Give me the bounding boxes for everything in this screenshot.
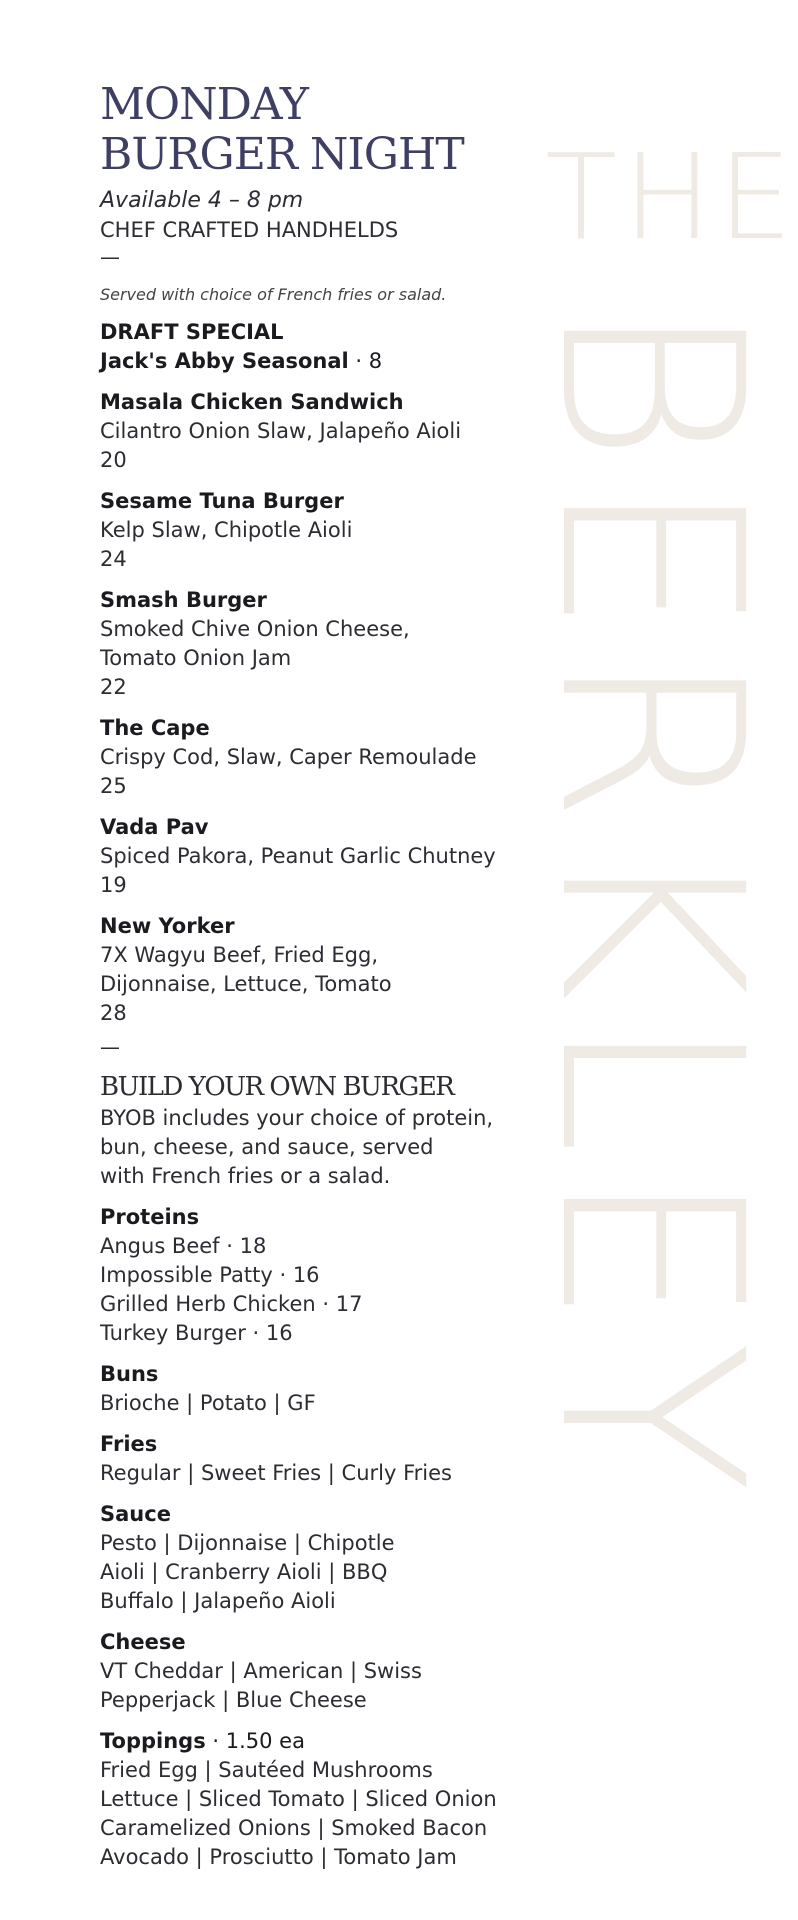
- byob-title: BUILD YOUR OWN BURGER: [100, 1072, 454, 1102]
- menu-item: [100, 586, 540, 702]
- title-line-1: MONDAY: [100, 79, 308, 130]
- menu-content: [100, 80, 540, 1872]
- option-group-title: [100, 1628, 540, 1657]
- menu-item-price: 25: [100, 774, 127, 798]
- title-line-2: BURGER NIGHT: [100, 129, 464, 180]
- draft-special: [100, 318, 540, 376]
- option-line: VT Cheddar | American | Swiss: [100, 1659, 422, 1683]
- menu-item: [100, 487, 540, 574]
- subtitle: CHEF CRAFTED HANDHELDS: [100, 218, 399, 242]
- option-line: Buffalo | Jalapeño Aioli: [100, 1589, 336, 1613]
- option-group-title: [100, 1360, 540, 1389]
- option-line: Lettuce | Sliced Tomato | Sliced Onion: [100, 1787, 497, 1811]
- menu-item-name: New Yorker: [100, 914, 235, 938]
- menu-item-price: 28: [100, 1001, 127, 1025]
- option-group-suffix: · 1.50 ea: [205, 1729, 305, 1753]
- option-line: Caramelized Onions | Smoked Bacon: [100, 1816, 488, 1840]
- option-line: Brioche | Potato | GF: [100, 1391, 316, 1415]
- option-line: Pesto | Dijonnaise | Chipotle: [100, 1531, 395, 1555]
- option-group: [100, 1500, 540, 1616]
- menu-item-price: 20: [100, 448, 127, 472]
- menu-item-name: Masala Chicken Sandwich: [100, 390, 404, 414]
- menu-item: [100, 388, 540, 475]
- menu-item: [100, 912, 540, 1028]
- menu-item: [100, 714, 540, 801]
- menu-item-desc: 7X Wagyu Beef, Fried Egg,: [100, 943, 378, 967]
- byob-desc-2: bun, cheese, and sauce, served: [100, 1135, 434, 1159]
- menu-item-desc: Smoked Chive Onion Cheese,: [100, 617, 410, 641]
- menu-item-price: 19: [100, 873, 127, 897]
- divider-dash: —: [100, 245, 120, 269]
- option-line: Impossible Patty · 16: [100, 1263, 320, 1287]
- draft-label: DRAFT SPECIAL: [100, 320, 284, 344]
- option-group-title: [100, 1430, 540, 1459]
- option-group-name: Toppings: [100, 1729, 206, 1753]
- draft-price: · 8: [348, 349, 383, 373]
- option-group: [100, 1727, 540, 1872]
- option-group: [100, 1203, 540, 1348]
- menu-item-name: Smash Burger: [100, 588, 267, 612]
- menu-item-desc: Tomato Onion Jam: [100, 646, 292, 670]
- option-group-name: Buns: [100, 1362, 159, 1386]
- draft-item: [100, 347, 540, 376]
- watermark-the: THE: [545, 128, 798, 266]
- option-line: Fried Egg | Sautéed Mushrooms: [100, 1758, 433, 1782]
- option-group: [100, 1628, 540, 1715]
- menu-item-desc: Dijonnaise, Lettuce, Tomato: [100, 972, 392, 996]
- menu-item-desc: Kelp Slaw, Chipotle Aioli: [100, 518, 353, 542]
- option-group: [100, 1360, 540, 1418]
- draft-name: Jack's Abby Seasonal: [100, 349, 349, 373]
- option-line: Pepperjack | Blue Cheese: [100, 1688, 367, 1712]
- option-line: Grilled Herb Chicken · 17: [100, 1292, 363, 1316]
- page-title: [100, 80, 540, 180]
- menu-item-price: 24: [100, 547, 127, 571]
- menu-items: [100, 388, 540, 1028]
- option-group-title: [100, 1727, 540, 1756]
- option-line: Aioli | Cranberry Aioli | BBQ: [100, 1560, 388, 1584]
- menu-item-name: Sesame Tuna Burger: [100, 489, 344, 513]
- option-group-name: Proteins: [100, 1205, 200, 1229]
- menu-item-name: Vada Pav: [100, 815, 209, 839]
- menu-item-desc: Crispy Cod, Slaw, Caper Remoulade: [100, 745, 477, 769]
- menu-item-desc: Spiced Pakora, Peanut Garlic Chutney: [100, 844, 496, 868]
- option-group-name: Cheese: [100, 1630, 186, 1654]
- byob-divider-dash: —: [100, 1035, 120, 1059]
- byob-groups: [100, 1203, 540, 1872]
- menu-item: [100, 813, 540, 900]
- served-note: Served with choice of French fries or salad.: [100, 285, 447, 304]
- menu-item-name: The Cape: [100, 716, 210, 740]
- option-line: Angus Beef · 18: [100, 1234, 267, 1258]
- byob-desc-3: with French fries or a salad.: [100, 1164, 391, 1188]
- option-line: Regular | Sweet Fries | Curly Fries: [100, 1461, 452, 1485]
- option-line: Avocado | Prosciutto | Tomato Jam: [100, 1845, 457, 1869]
- option-group: [100, 1430, 540, 1488]
- option-group-name: Sauce: [100, 1502, 171, 1526]
- watermark-berkley: BERKLEY: [505, 300, 796, 1508]
- menu-item-price: 22: [100, 675, 127, 699]
- option-group-title: [100, 1203, 540, 1232]
- option-group-name: Fries: [100, 1432, 158, 1456]
- byob-desc-1: BYOB includes your choice of protein,: [100, 1106, 494, 1130]
- option-line: Turkey Burger · 16: [100, 1321, 293, 1345]
- option-group-title: [100, 1500, 540, 1529]
- menu-item-desc: Cilantro Onion Slaw, Jalapeño Aioli: [100, 419, 462, 443]
- berkley-watermark: [505, 0, 798, 1920]
- availability-hours: Available 4 – 8 pm: [100, 188, 304, 213]
